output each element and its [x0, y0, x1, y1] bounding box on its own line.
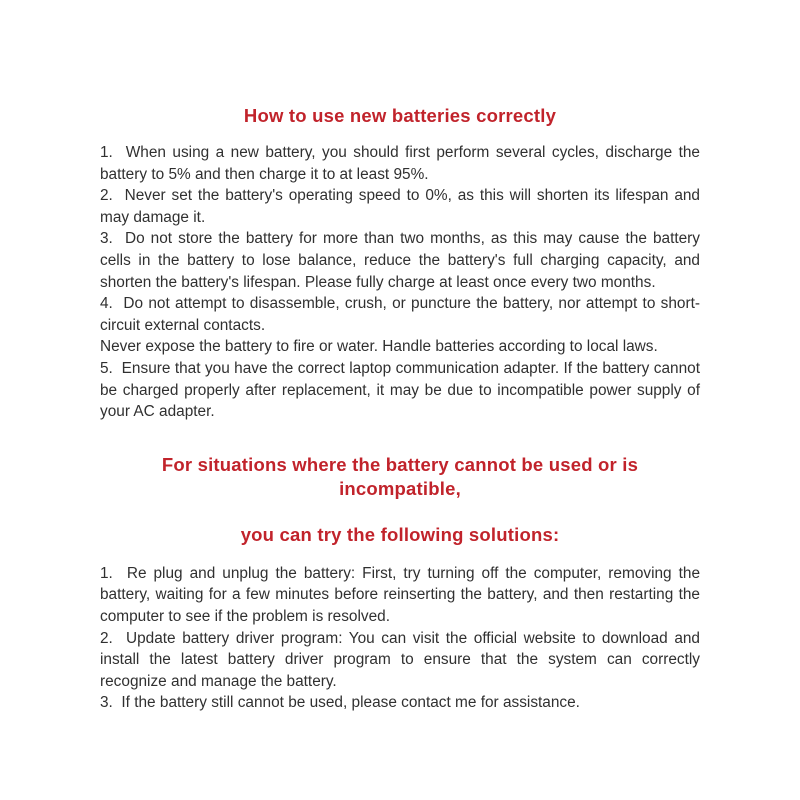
troubleshooting-heading-line-1: For situations where the battery cannot be used or is incompatible, — [161, 453, 639, 499]
instruction-item-2: 2. Never set the battery's operating speed to 0%, as this will shorten its lifespan and may damage it. — [100, 187, 705, 226]
solution-item-1: 1. Re plug and unplug the battery: First, try turning off the computer, removing the battery, waiting for a few minutes before reinserting the battery, and then restarting the computer to see if the problem is resolved. — [100, 564, 705, 625]
solution-item-3: 3. If the battery still cannot be used, please contact me for assistance. — [100, 694, 580, 712]
instruction-item-4: 4. Do not attempt to disassemble, crush, or puncture the battery, nor attempt to short-circuit external contacts. — [100, 295, 700, 334]
troubleshooting-section — [100, 563, 705, 714]
content-column — [100, 0, 705, 714]
instruction-note-fire-water: Never expose the battery to fire or water. Handle batteries according to local laws. — [100, 338, 658, 356]
page-title: How to use new batteries correctly — [243, 105, 557, 126]
usage-instructions-section — [100, 142, 705, 423]
troubleshooting-heading-line-2: you can try the following solutions: — [240, 523, 560, 545]
instruction-item-5: 5. Ensure that you have the correct laptop communication adapter. If the battery cannot be charged properly after replacement, it may be due to incompatible power supply of your AC adapter. — [100, 359, 705, 421]
solution-item-2: 2. Update battery driver program: You can visit the official website to download and install the latest battery driver program to ensure that the system can correctly recognize and manage the battery. — [100, 629, 705, 690]
instruction-item-1: 1. When using a new battery, you should first perform several cycles, discharge the battery to 5% and then charge it to at least 95%. — [100, 144, 705, 183]
instruction-item-3: 3. Do not store the battery for more than two months, as this may cause the battery cells in the battery to lose balance, reduce the battery's full charging capacity, and shorten the battery's lifespan. Please fully charge at least once every two months. — [100, 230, 705, 291]
